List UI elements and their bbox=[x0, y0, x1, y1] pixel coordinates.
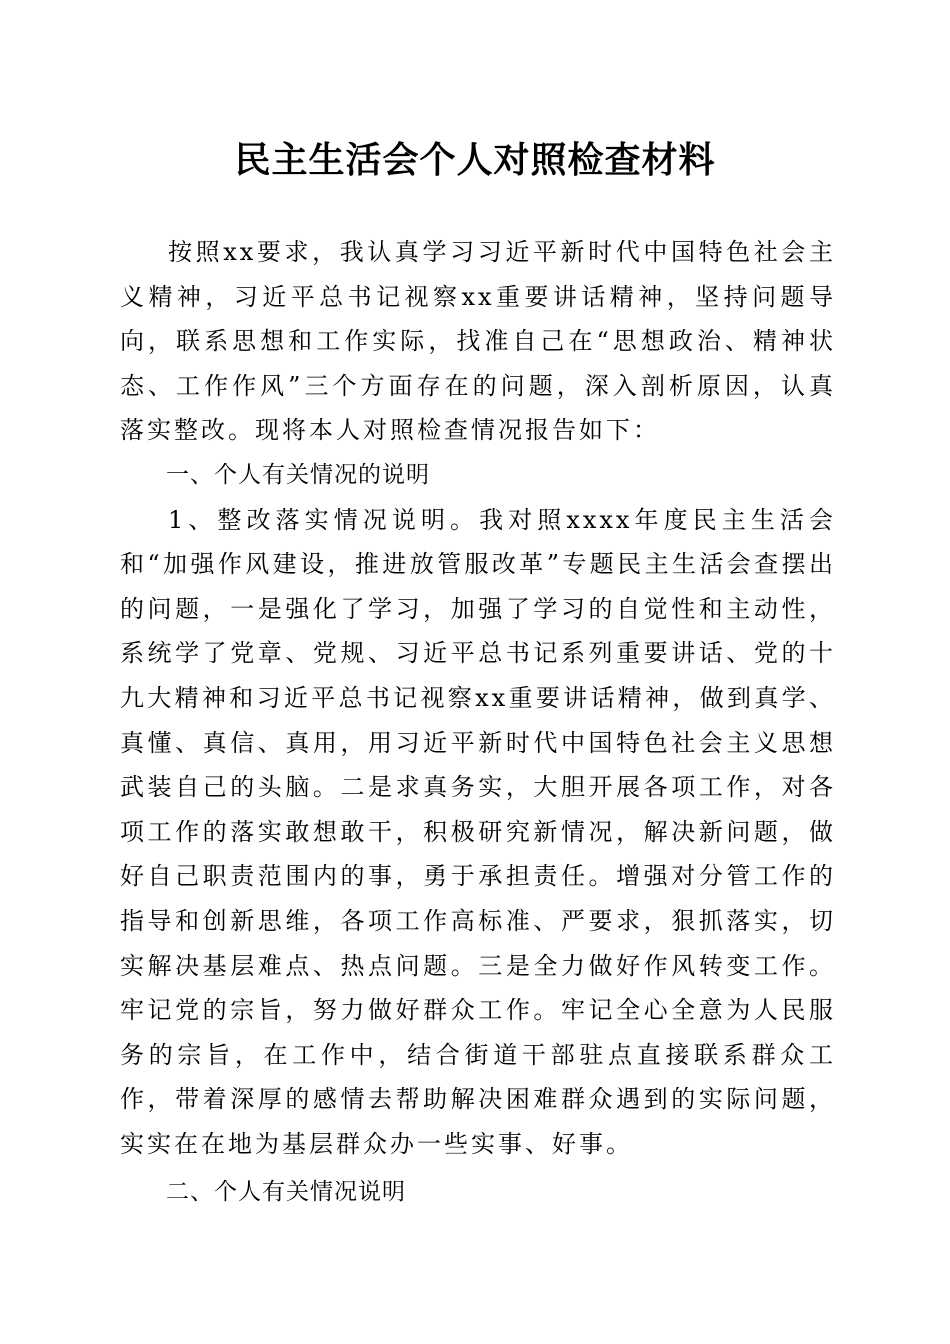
intro-paragraph: 按照xx要求，我认真学习习近平新时代中国特色社会主义精神，习近平总书记视察xx重要讲话精神，坚持问题导向，联系思想和工作实际，找准自己在“思想政治、精神状态、工作作风”三个方面存在的问题，深入剖析原因，认真落实整改。现将本人对照检查情况报告如下： bbox=[120, 238, 836, 445]
section-2-heading: 二、个人有关情况说明 bbox=[166, 1179, 406, 1206]
section-1-paragraph: 1、整改落实情况说明。我对照xxxx年度民主生活会和“加强作风建设，推进放管服改革”专题民主生活会查摆出的问题，一是强化了学习，加强了学习的自觉性和主动性，系统学了党章、党规、习近平总书记系列重要讲话、党的十九大精神和习近平总书记视察xx重要讲话精神，做到真学、真懂、真信、真用，用习近平新时代中国特色社会主义思想武装自己的头脑。二是求真务实，大胆开展各项工作，对各项工作的落实敢想敢干，积极研究新情况，解决新问题，做好自己职责范围内的事，勇于承担责任。增强对分管工作的指导和创新思维，各项工作高标准、严要求，狠抓落实，切实解决基层难点、热点问题。三是全力做好作风转变工作。牢记党的宗旨，努力做好群众工作。牢记全心全意为人民服务的宗旨，在工作中，结合街道干部驻点直接联系群众工作，带着深厚的感情去帮助解决困难群众遇到的实际问题，实实在在地为基层群众办一些实事、好事。 bbox=[120, 505, 836, 1158]
section-1-heading: 一、个人有关情况的说明 bbox=[166, 461, 430, 488]
document-body bbox=[120, 230, 836, 1215]
document-title: 民主生活会个人对照检查材料 bbox=[234, 139, 716, 181]
